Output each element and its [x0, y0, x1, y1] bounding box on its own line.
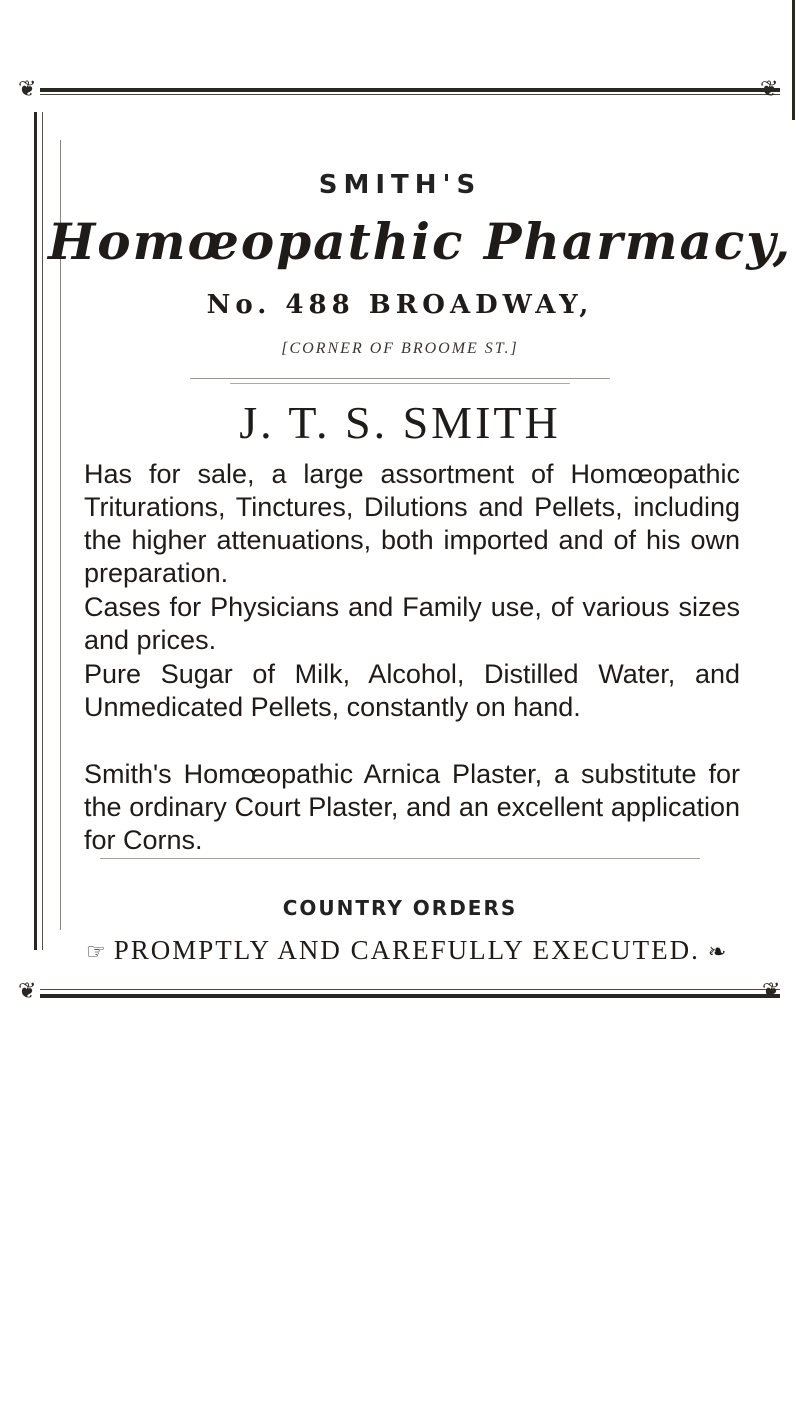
paragraph-assortment: Has for sale, a large assortment of Homœopathic Triturations, Tinctures, Dilutions and Pellets, including the higher attenuations, both imported and of his own preparation.	[84, 459, 740, 588]
orders-notice-text: PROMPTLY AND CAREFULLY EXECUTED.	[113, 935, 700, 965]
paragraph-cases: Cases for Physicians and Family use, of various sizes and prices.	[84, 592, 740, 655]
bottom-border-thin-rule	[40, 989, 780, 990]
country-orders-heading: COUNTRY ORDERS	[282, 896, 518, 920]
top-border-thin-rule	[40, 94, 780, 95]
bottom-border-rule	[40, 994, 780, 998]
pharmacy-title: Homœopathic Pharmacy,	[47, 212, 792, 271]
bottom-right-flourish-icon: ❦	[762, 978, 781, 1003]
top-border-rule	[40, 88, 780, 92]
paragraph-supplies: Pure Sugar of Milk, Alcohol, Distilled Water, and Unmedicated Pellets, constantly on hand.	[84, 659, 740, 722]
corner-location: [CORNER OF BROOME ST.]	[281, 340, 519, 357]
top-left-flourish-icon: ❦	[18, 76, 37, 101]
bottom-left-flourish-icon: ❦	[18, 978, 37, 1003]
owner-heading: SMITH'S	[318, 170, 482, 200]
orders-notice	[86, 935, 766, 966]
header-divider-thin	[230, 383, 570, 384]
ornament-icon: ❧	[707, 939, 729, 964]
top-right-flourish-icon: ❦	[760, 76, 779, 101]
right-border-rule	[792, 0, 795, 120]
paragraph-arnica-plaster: Smith's Homœopathic Arnica Plaster, a substitute for the ordinary Court Plaster, and an excellent application for Corns.	[84, 759, 740, 855]
footer-divider	[100, 858, 700, 859]
header-divider	[190, 378, 610, 379]
pointing-hand-icon: ☞	[86, 939, 108, 964]
street-address: No. 488 BROADWAY,	[206, 290, 594, 320]
proprietor-name: J. T. S. SMITH	[239, 397, 561, 448]
